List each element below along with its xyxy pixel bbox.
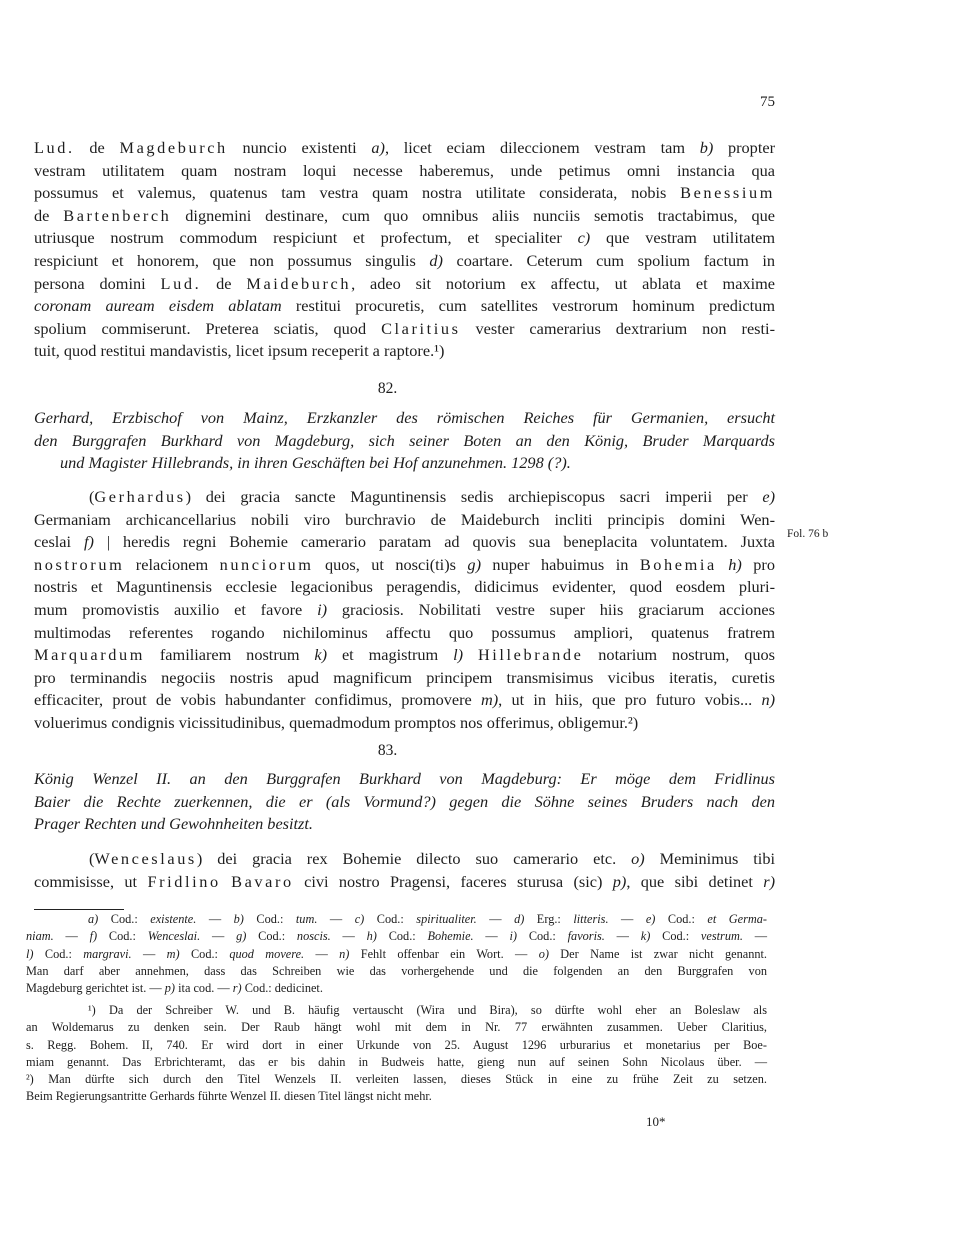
italic-run: coronam auream eisdem ablatam bbox=[34, 296, 282, 316]
italic-run: d) bbox=[429, 250, 443, 270]
footnote-line: an Woldemarus zu denken sein. Der Raub hängt wohl mit dem in Nr. 77 erwähnten zusammen. Ueber Claritius, bbox=[26, 1020, 767, 1035]
page-number: 75 bbox=[760, 94, 775, 110]
footnote-line: a) Cod.: existente. — b) Cod.: tum. — c) Cod.: spiritualiter. — d) Erg.: litteris. — e) Cod.: et Germa- bbox=[88, 912, 768, 926]
italic-run: e) bbox=[645, 912, 656, 926]
spaced-name: Marquardum bbox=[34, 645, 145, 665]
italic-run: litteris. bbox=[573, 912, 609, 926]
text-line: voluerimus condignis vicissitudinibus, quemadmodum promptos nos offerimus, obligemur.²) bbox=[34, 712, 639, 732]
spaced-name: Bohemia bbox=[639, 554, 717, 574]
document-number-82: 82. bbox=[377, 380, 398, 397]
spaced-name: nostrorum bbox=[34, 554, 125, 574]
spaced-name: Bartenberch bbox=[63, 205, 172, 225]
italic-run: k) bbox=[640, 929, 651, 944]
text-line: (Wenceslaus) dei gracia rex Bohemie dilecto suo camerario etc. o) Meminimus tibi bbox=[89, 849, 775, 868]
spaced-name: Wenceslaus bbox=[94, 849, 197, 868]
italic-run: a) bbox=[88, 912, 99, 926]
footnote-line: l) Cod.: margravi. — m) Cod.: quod movere. — n) Fehlt offenbar ein Wort. — o) Der Name ist zwar nicht genannt. bbox=[26, 946, 767, 961]
text-line: possumus et valemus, quatenus tam vestra quam nostra utilitate considerata, nobis Benessium bbox=[34, 183, 775, 203]
text-line: nostris et Maguntinensis ecclesie legacionibus peragendis, didicimus evidenter, quod eosdem pluri- bbox=[34, 577, 775, 597]
footnote-line: miam genannt. Das Erbrichteramt, das er bis dahin in Budweis hatte, gieng nun auf seinen Sohn Nicolaus über. — bbox=[26, 1054, 767, 1069]
italic-run: Bohemie. bbox=[427, 929, 474, 944]
spaced-name: Fridlino bbox=[147, 871, 221, 891]
text-line: Lud. de Magdeburch nuncio existenti a), licet eciam dileccionem vestram tam b) propter bbox=[34, 138, 775, 157]
text-line: vestram utilitatem quam nostram loqui necesse haberemus, unde petimus omni instancia qua bbox=[34, 160, 775, 180]
regest-line: Gerhard, Erzbischof von Mainz, Erzkanzler des römischen Reiches für Germanien, ersucht bbox=[34, 408, 775, 427]
folio-margin-note: Fol. 76 b bbox=[787, 528, 829, 540]
spaced-name: Benessium bbox=[680, 183, 775, 203]
spaced-name: Bavaro bbox=[231, 871, 294, 891]
document-number-83: 83. bbox=[377, 742, 398, 759]
italic-run: k) bbox=[314, 645, 328, 665]
italic-run: e) bbox=[762, 487, 775, 506]
italic-run: p) bbox=[612, 871, 627, 891]
italic-run: existente. bbox=[150, 912, 197, 926]
italic-run: g) bbox=[467, 554, 481, 574]
spaced-name: Maideburch bbox=[246, 273, 352, 293]
regest-line: Baier die Rechte zuerkennen, die er (als Vormund?) gegen die Söhne seines Bruders nach den bbox=[34, 791, 775, 811]
text-line: multimodas referentes rogando nichilominus affectu quo possumus ampliori, quatenus fratrem bbox=[34, 622, 775, 642]
italic-run: favoris. bbox=[567, 929, 605, 944]
italic-run: g) bbox=[236, 929, 247, 944]
text-line: coronam auream eisdem ablatam restitui procuretis, cum satellites vestrorum hominum predictum bbox=[34, 296, 775, 316]
spaced-name: Magdeburch bbox=[119, 138, 228, 157]
document-text-82 bbox=[34, 486, 775, 735]
italic-run: d) bbox=[514, 912, 525, 926]
italic-run: spiritualiter. bbox=[416, 912, 477, 926]
regest-83 bbox=[34, 768, 775, 836]
explanatory-footnotes bbox=[26, 1002, 767, 1106]
variant-footnotes bbox=[26, 911, 767, 997]
italic-run: f) bbox=[89, 929, 98, 944]
italic-run: vestrum. bbox=[700, 929, 743, 944]
spaced-name: Lud. bbox=[34, 138, 75, 157]
printer-signature: 10* bbox=[646, 1114, 666, 1129]
spaced-name: nunciorum bbox=[219, 554, 314, 574]
italic-run: l) bbox=[453, 645, 464, 665]
text-line: respiciunt et honorem, que non possumus singulis d) coartare. Ceterum cum spolium factum in bbox=[34, 250, 775, 270]
italic-run: l) bbox=[26, 946, 34, 961]
italic-run: quod movere. bbox=[229, 946, 305, 961]
italic-run: n) bbox=[761, 690, 775, 710]
italic-run: tum. bbox=[295, 912, 318, 926]
text-line: de Bartenberch dignemini destinare, cum quo omnibus aliis nunciis semotis tractabimus, que bbox=[34, 205, 776, 225]
italic-run: o) bbox=[631, 849, 645, 868]
italic-run: h) bbox=[366, 929, 377, 944]
italic-run: niam. bbox=[26, 929, 54, 944]
text-line: mum promovistis auxilio et favore i) graciosis. Nobilitati vestre super hiis graciarum acciones bbox=[34, 599, 775, 619]
regest-line: Prager Rechten und Gewohnheiten besitzt. bbox=[34, 814, 313, 834]
text-line: pro terminandis negociis nostris apud magnificum principem transmisimus vicibus iteratis, curetis bbox=[34, 667, 775, 687]
footnote-line: ¹) Da der Schreiber W. und B. häufig vertauscht (Wira und Bira), so dürfte wohl eher an Boleslaw als bbox=[88, 1003, 767, 1017]
regest-line: König Wenzel II. an den Burggrafen Burkhard von Magdeburg: Er möge dem Fridlinus bbox=[34, 769, 775, 788]
italic-run: i) bbox=[509, 929, 518, 944]
italic-run: b) bbox=[233, 912, 244, 926]
italic-run: Wenceslai. bbox=[147, 929, 201, 944]
italic-run: c) bbox=[577, 228, 591, 248]
italic-run: noscis. bbox=[296, 929, 331, 944]
regest-line: und Magister Hillebrands, in ihren Geschäften bei Hof anzunehmen. 1298 (?). bbox=[60, 453, 571, 473]
text-line: nostrorum relacionem nunciorum quos, ut nosci(ti)s g) nuper habuimus in Bohemia h) pro bbox=[34, 554, 775, 574]
regest-line: den Burggrafen Burkhard von Magdeburg, sich seiner Boten an den König, Bruder Marquards bbox=[34, 430, 775, 450]
text-line: Germaniam archicancellarius nobili viro burchravio de Maideburch incliti principis domini Wen- bbox=[34, 509, 775, 529]
footnote-line: Man darf aber annehmen, dass das Schreiben wie das vorhergehende und die folgenden an den Burggrafen von bbox=[26, 963, 767, 978]
footnote-line: Beim Regierungsantritte Gerhards führte Wenzel II. diesen Titel längst nicht mehr. bbox=[26, 1089, 432, 1104]
spaced-name: Hillebrande bbox=[477, 645, 584, 665]
spaced-name: Claritius bbox=[381, 318, 461, 338]
text-line: commisisse, ut Fridlino Bavaro civi nostro Pragensi, faceres sturusa (sic) p), que sibi detinet r) bbox=[34, 871, 775, 891]
footnote-line: s. Regg. Bohem. II, 740. Er wird dort in einer Urkunde von 25. August 1296 urburarius et monetarius per Boe- bbox=[26, 1037, 767, 1052]
document-text-83 bbox=[34, 848, 775, 893]
italic-run: c) bbox=[354, 912, 365, 926]
spaced-name: Gerhardus bbox=[94, 487, 186, 506]
text-line: persona domini Lud. de Maideburch, adeo sit notorium ex affectu, ut ablata et maxime bbox=[34, 273, 776, 293]
italic-run: a) bbox=[371, 138, 385, 157]
text-line: Marquardum familiarem nostrum k) et magistrum l) Hillebrande notarium nostrum, quos bbox=[34, 645, 776, 665]
continuation-text bbox=[34, 137, 775, 363]
footnote-line: ²) Man dürfte sich durch den Titel Wenzels II. verleiten lassen, dieses Stück in eine zu frühe Zeit zu setzen. bbox=[26, 1072, 767, 1087]
text-line: ceslai f) | heredis regni Bohemie camerario paratam ad quovis sua beneplacita voluntatem. Juxta bbox=[34, 532, 775, 552]
regest-82 bbox=[34, 407, 775, 475]
footnote-line: niam. — f) Cod.: Wenceslai. — g) Cod.: noscis. — h) Cod.: Bohemie. — i) Cod.: favoris. — k) Cod.: vestrum. — bbox=[26, 929, 768, 944]
italic-run: f) bbox=[83, 532, 94, 552]
footnote-divider bbox=[34, 909, 124, 910]
text-line: tuit, quod restitui mandavistis, licet ipsum receperit a raptore.¹) bbox=[34, 341, 445, 361]
italic-run: b) bbox=[699, 138, 714, 157]
text-line: utriusque nostrum commodum respiciunt et profectum, et specialiter c) que vestram utilitatem bbox=[34, 228, 776, 248]
text-line: (Gerhardus) dei gracia sancte Maguntinensis sedis archiepiscopus sacri imperii per e) bbox=[89, 487, 775, 506]
italic-run: o) bbox=[538, 946, 549, 961]
italic-run: p) bbox=[164, 981, 176, 996]
italic-run: margravi. bbox=[83, 946, 132, 961]
italic-run: n) bbox=[339, 946, 350, 961]
italic-run: r) bbox=[232, 981, 242, 996]
italic-run: m) bbox=[480, 690, 499, 710]
spaced-name: Lud. bbox=[160, 273, 202, 293]
footnote-line: Magdeburg gerichtet ist. — p) ita cod. — r) Cod.: dedicinet. bbox=[26, 981, 323, 996]
italic-run: h) bbox=[728, 554, 742, 574]
text-line: spolium commiserunt. Preterea sciatis, quod Claritius vester camerarius dextrarium non resti- bbox=[34, 318, 775, 338]
italic-run: m) bbox=[166, 946, 180, 961]
text-line: efficaciter, prout de vobis habundanter confidimus, promovere m), ut in hiis, que pro futuro vobis... n) bbox=[34, 690, 775, 710]
italic-run: i) bbox=[317, 599, 328, 619]
italic-run: r) bbox=[763, 871, 775, 891]
italic-run: et Germa- bbox=[707, 912, 768, 926]
